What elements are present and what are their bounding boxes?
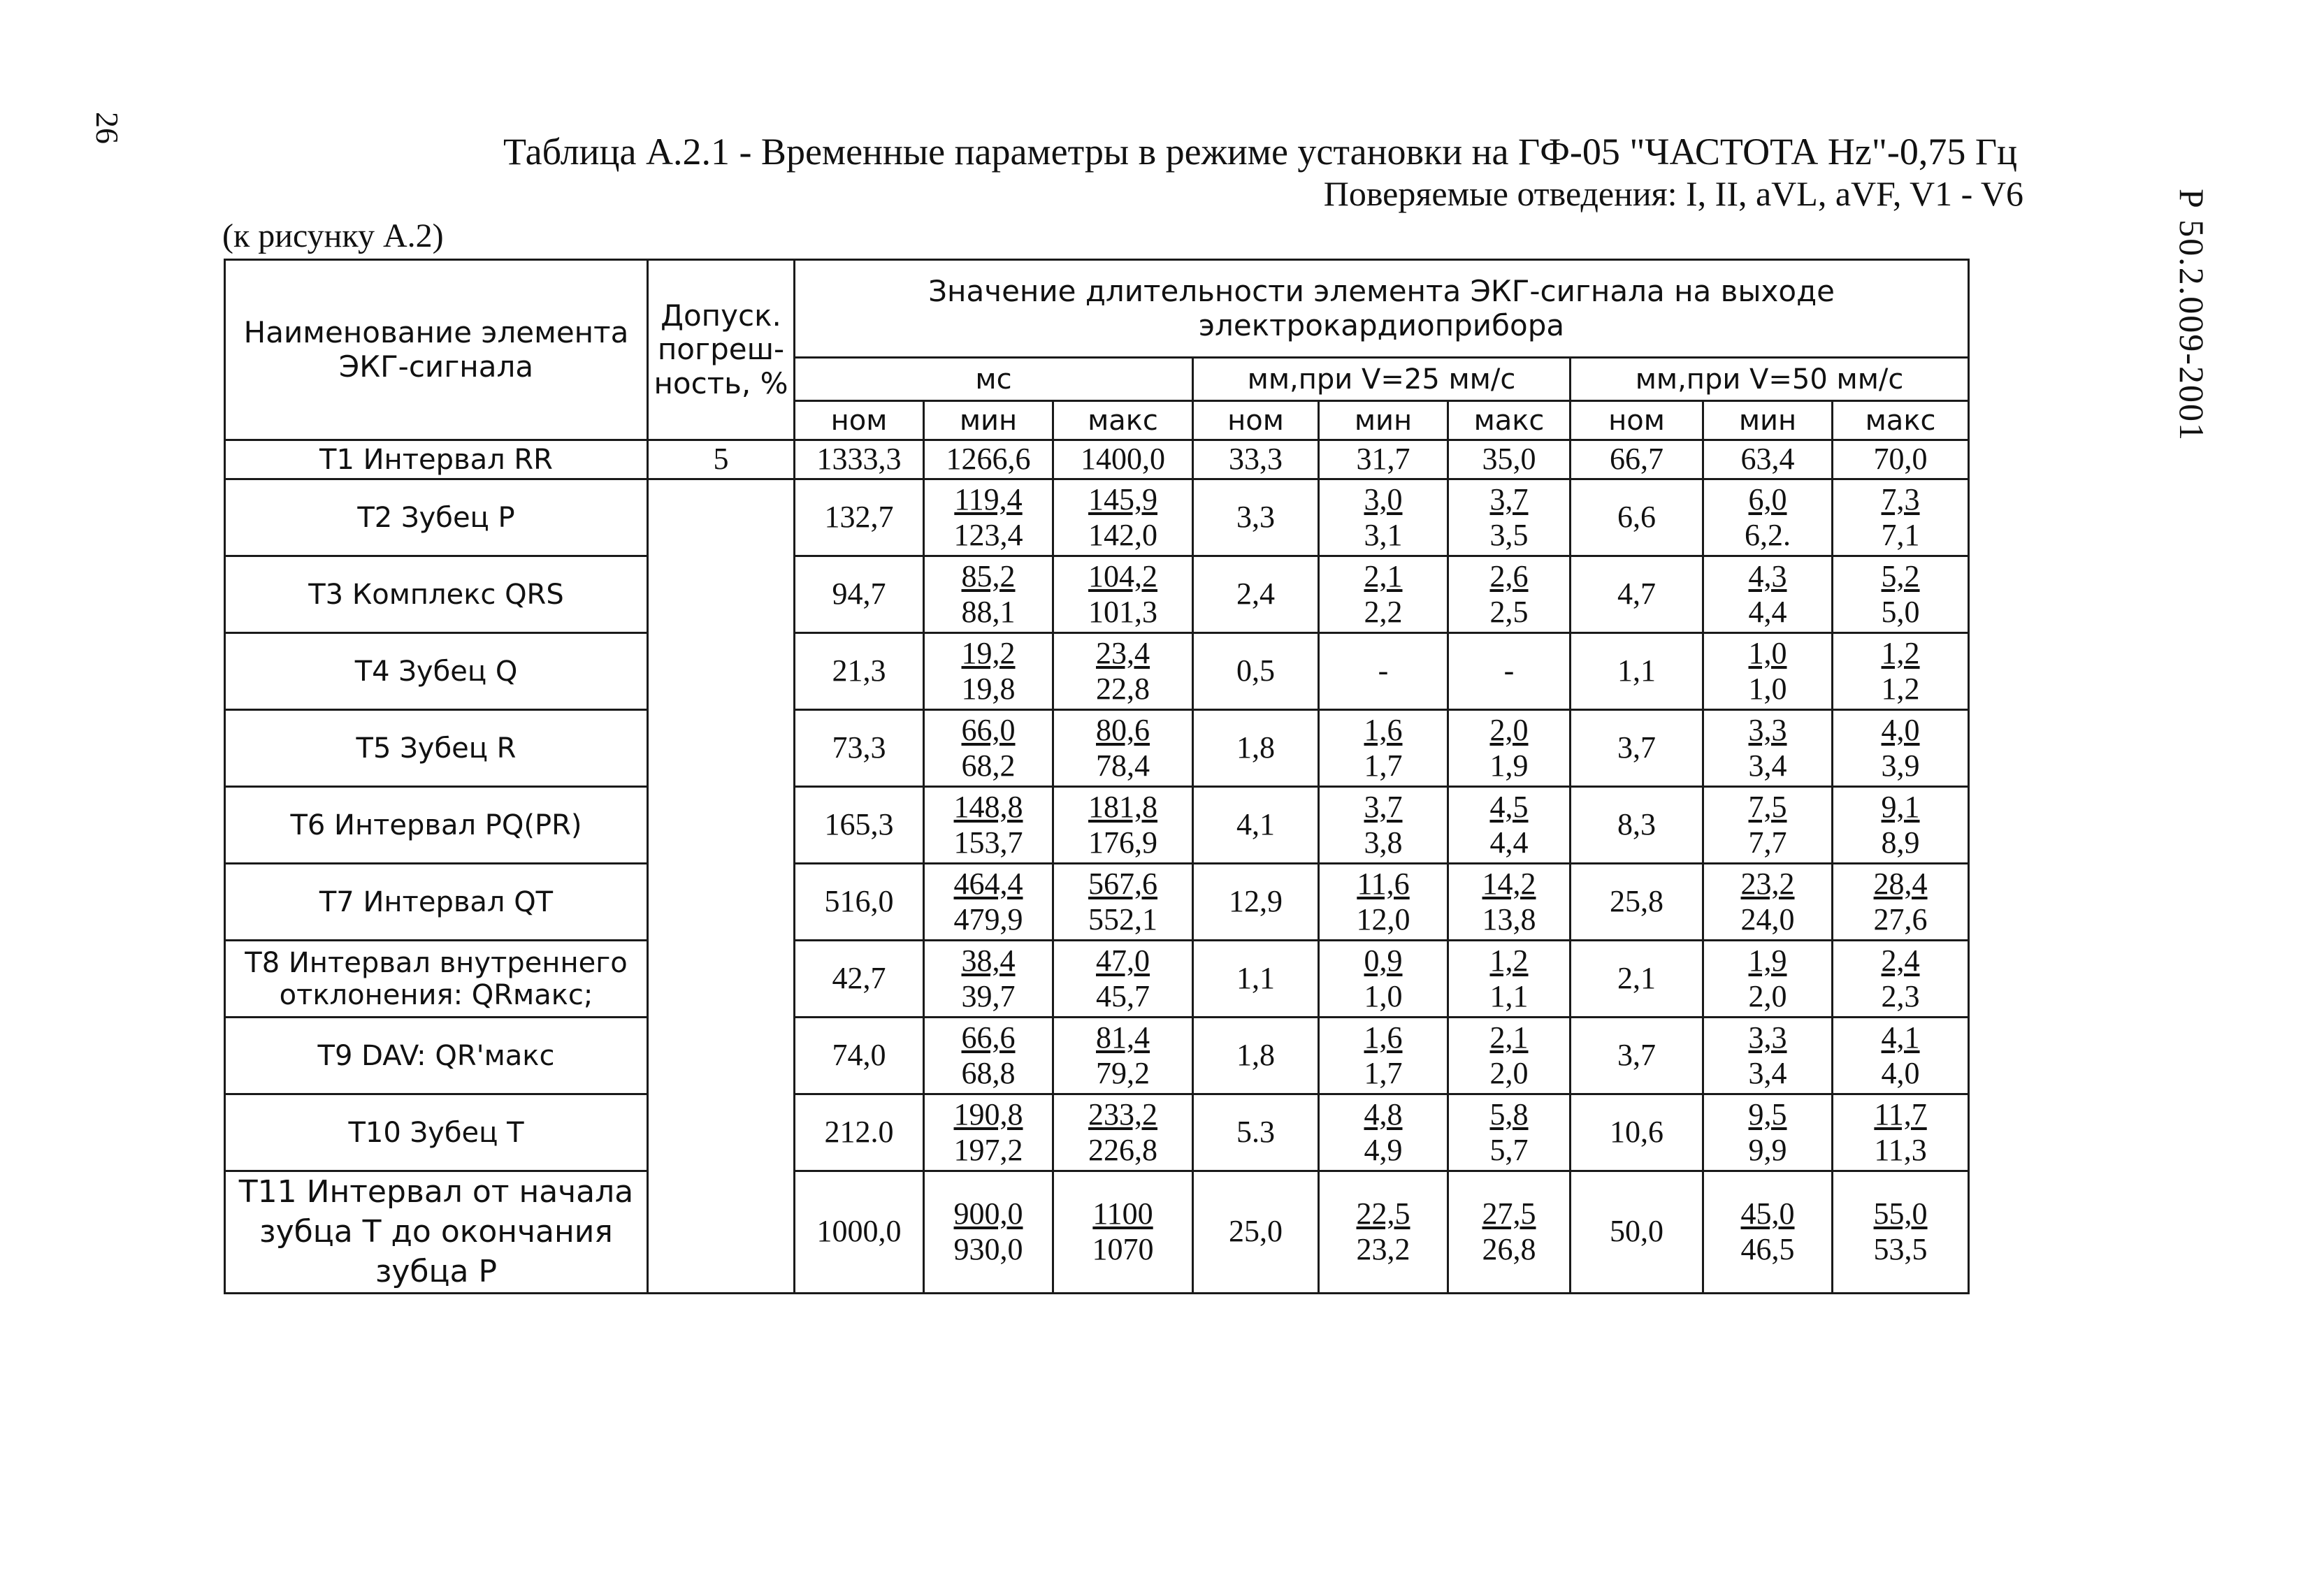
cell-mm25-nom: 0,5 [1193,633,1319,710]
cell-ms-nom: 73,3 [795,710,924,787]
cell-ms-nom: 21,3 [795,633,924,710]
cell-mm50-max: 7,3 7,1 [1833,479,1969,556]
cell-mm50-nom: 2,1 [1571,941,1703,1018]
cell-ms-max: 145,9 142,0 [1053,479,1193,556]
table-title: Таблица А.2.1 - Временные параметры в режиме установки на ГФ-05 "ЧАСТОТА Hz"-0,75 Гц [503,131,2018,173]
cell-mm25-max: 4,5 4,4 [1448,787,1571,864]
cell-mm25-max: 5,8 5,7 [1448,1094,1571,1171]
cell-mm50-min: 6,0 6,2. [1703,479,1833,556]
header-mm50-min: мин [1703,401,1833,440]
cell-mm50-min: 4,3 4,4 [1703,556,1833,633]
cell-ms-nom: 94,7 [795,556,924,633]
cell-ms-max: 81,4 79,2 [1053,1018,1193,1094]
cell-mm50-min: 3,3 3,4 [1703,1018,1833,1094]
cell-mm50-nom: 25,8 [1571,864,1703,941]
cell-ms-min: 85,2 88,1 [924,556,1053,633]
row-tolerance: 5 [648,440,795,479]
page-number: 26 [89,112,125,144]
cell-mm50-nom: 1,1 [1571,633,1703,710]
cell-mm25-min: 1,6 1,7 [1319,710,1448,787]
table-row [225,1018,1969,1094]
row-name: T11 Интервал от начала зубца T до окончания зубца P [225,1171,648,1294]
cell-ms-max: 47,0 45,7 [1053,941,1193,1018]
cell-ms-min: 119,4 123,4 [924,479,1053,556]
cell-mm50-max: 1,2 1,2 [1833,633,1969,710]
cell-mm25-min: 3,0 3,1 [1319,479,1448,556]
cell-mm25-nom: 1,8 [1193,710,1319,787]
cell-mm25-min: 0,9 1,0 [1319,941,1448,1018]
header-element-name: Наименование элемента ЭКГ-сигнала [225,260,648,440]
row-name: T8 Интервал внутреннего отклонения: QRмакс; [225,941,648,1018]
cell-mm50-max: 70,0 [1833,440,1969,479]
cell-mm25-min: 11,6 12,0 [1319,864,1448,941]
cell-mm25-min: 2,1 2,2 [1319,556,1448,633]
cell-ms-min: 190,8 197,2 [924,1094,1053,1171]
table-row [225,941,1969,1018]
row-name: T3 Комплекс QRS [225,556,648,633]
table-subtitle: Поверяемые отведения: I, II, aVL, aVF, V1 - V6 [1323,174,2023,213]
row-name: T6 Интервал PQ(PR) [225,787,648,864]
cell-ms-min: 1266,6 [924,440,1053,479]
cell-mm25-max: 2,6 2,5 [1448,556,1571,633]
cell-ms-max: 23,4 22,8 [1053,633,1193,710]
cell-mm50-nom: 3,7 [1571,1018,1703,1094]
table-row [225,710,1969,787]
cell-mm25-nom: 4,1 [1193,787,1319,864]
cell-mm50-nom: 3,7 [1571,710,1703,787]
cell-ms-min: 464,4 479,9 [924,864,1053,941]
cell-mm25-nom: 2,4 [1193,556,1319,633]
cell-ms-max: 181,8 176,9 [1053,787,1193,864]
header-unit-mm25: мм,при V=25 мм/с [1193,358,1571,401]
cell-mm25-max: 27,5 26,8 [1448,1171,1571,1294]
cell-mm50-max: 4,1 4,0 [1833,1018,1969,1094]
cell-mm50-nom: 10,6 [1571,1094,1703,1171]
cell-mm25-nom: 12,9 [1193,864,1319,941]
row-name: T1 Интервал RR [225,440,648,479]
cell-mm50-nom: 66,7 [1571,440,1703,479]
cell-mm50-nom: 8,3 [1571,787,1703,864]
row-name: T10 Зубец T [225,1094,648,1171]
cell-mm25-nom: 33,3 [1193,440,1319,479]
row-name: T4 Зубец Q [225,633,648,710]
table-row [225,633,1969,710]
table-row [225,787,1969,864]
header-unit-mm50: мм,при V=50 мм/с [1571,358,1969,401]
cell-ms-nom: 165,3 [795,787,924,864]
cell-mm50-min: 23,2 24,0 [1703,864,1833,941]
figure-reference: (к рисунку А.2) [222,217,444,254]
header-mm25-max: макс [1448,401,1571,440]
cell-mm25-nom: 5.3 [1193,1094,1319,1171]
cell-mm25-min: 4,8 4,9 [1319,1094,1448,1171]
cell-mm25-max: 14,2 13,8 [1448,864,1571,941]
cell-ms-nom: 212.0 [795,1094,924,1171]
cell-mm50-max: 4,0 3,9 [1833,710,1969,787]
cell-mm25-max: 35,0 [1448,440,1571,479]
cell-mm25-max: 1,2 1,1 [1448,941,1571,1018]
cell-ms-nom: 1000,0 [795,1171,924,1294]
cell-ms-max: 233,2 226,8 [1053,1094,1193,1171]
cell-ms-nom: 132,7 [795,479,924,556]
cell-ms-max: 104,2 101,3 [1053,556,1193,633]
cell-ms-min: 19,2 19,8 [924,633,1053,710]
cell-ms-min: 148,8 153,7 [924,787,1053,864]
cell-mm50-max: 11,7 11,3 [1833,1094,1969,1171]
cell-mm50-nom: 6,6 [1571,479,1703,556]
header-mm50-max: макс [1833,401,1969,440]
cell-mm50-min: 1,9 2,0 [1703,941,1833,1018]
table-row [225,1094,1969,1171]
cell-mm50-nom: 50,0 [1571,1171,1703,1294]
header-mm25-min: мин [1319,401,1448,440]
cell-ms-max: 567,6 552,1 [1053,864,1193,941]
parameters-table [224,259,1970,1294]
cell-ms-nom: 1333,3 [795,440,924,479]
cell-mm25-min: 3,7 3,8 [1319,787,1448,864]
header-ms-max: макс [1053,401,1193,440]
cell-mm50-min: 1,0 1,0 [1703,633,1833,710]
cell-mm25-nom: 3,3 [1193,479,1319,556]
cell-mm25-max: - [1448,633,1571,710]
cell-mm25-min: 31,7 [1319,440,1448,479]
table-row [225,1171,1969,1294]
cell-ms-min: 66,0 68,2 [924,710,1053,787]
row-name: T7 Интервал QT [225,864,648,941]
cell-mm50-nom: 4,7 [1571,556,1703,633]
table-row [225,440,1969,479]
cell-mm50-max: 9,1 8,9 [1833,787,1969,864]
cell-mm50-min: 63,4 [1703,440,1833,479]
table-row [225,864,1969,941]
cell-ms-nom: 42,7 [795,941,924,1018]
cell-mm25-min: 22,5 23,2 [1319,1171,1448,1294]
row-name: T9 DAV: QR'макс [225,1018,648,1094]
document-code: Р 50.2.009-2001 [2172,189,2211,442]
tolerance-group [648,479,795,1294]
cell-mm50-min: 3,3 3,4 [1703,710,1833,787]
cell-ms-nom: 516,0 [795,864,924,941]
row-name: T5 Зубец R [225,710,648,787]
cell-mm25-max: 3,7 3,5 [1448,479,1571,556]
cell-mm50-min: 45,0 46,5 [1703,1171,1833,1294]
header-unit-ms: мс [795,358,1193,401]
header-tolerance: Допуск. погреш- ность, % [648,260,795,440]
cell-mm25-nom: 25,0 [1193,1171,1319,1294]
cell-ms-max: 1400,0 [1053,440,1193,479]
cell-mm25-max: 2,0 1,9 [1448,710,1571,787]
header-mm50-nom: ном [1571,401,1703,440]
cell-ms-max: 1100 1070 [1053,1171,1193,1294]
cell-ms-min: 38,4 39,7 [924,941,1053,1018]
cell-ms-nom: 74,0 [795,1018,924,1094]
header-ms-min: мин [924,401,1053,440]
cell-mm25-max: 2,1 2,0 [1448,1018,1571,1094]
header-mm25-nom: ном [1193,401,1319,440]
cell-ms-min: 900,0 930,0 [924,1171,1053,1294]
cell-mm50-min: 9,5 9,9 [1703,1094,1833,1171]
cell-mm50-max: 2,4 2,3 [1833,941,1969,1018]
cell-mm50-max: 5,2 5,0 [1833,556,1969,633]
cell-mm50-min: 7,5 7,7 [1703,787,1833,864]
table-row [225,479,1969,556]
cell-ms-min: 66,6 68,8 [924,1018,1053,1094]
header-value: Значение длительности элемента ЭКГ-сигнала на выходе электрокардиоприбора [795,260,1969,358]
table-row [225,556,1969,633]
cell-mm25-nom: 1,8 [1193,1018,1319,1094]
cell-mm25-min: 1,6 1,7 [1319,1018,1448,1094]
cell-mm50-max: 55,0 53,5 [1833,1171,1969,1294]
row-name: T2 Зубец P [225,479,648,556]
cell-mm25-nom: 1,1 [1193,941,1319,1018]
cell-mm50-max: 28,4 27,6 [1833,864,1969,941]
cell-ms-max: 80,6 78,4 [1053,710,1193,787]
header-ms-nom: ном [795,401,924,440]
cell-mm25-min: - [1319,633,1448,710]
